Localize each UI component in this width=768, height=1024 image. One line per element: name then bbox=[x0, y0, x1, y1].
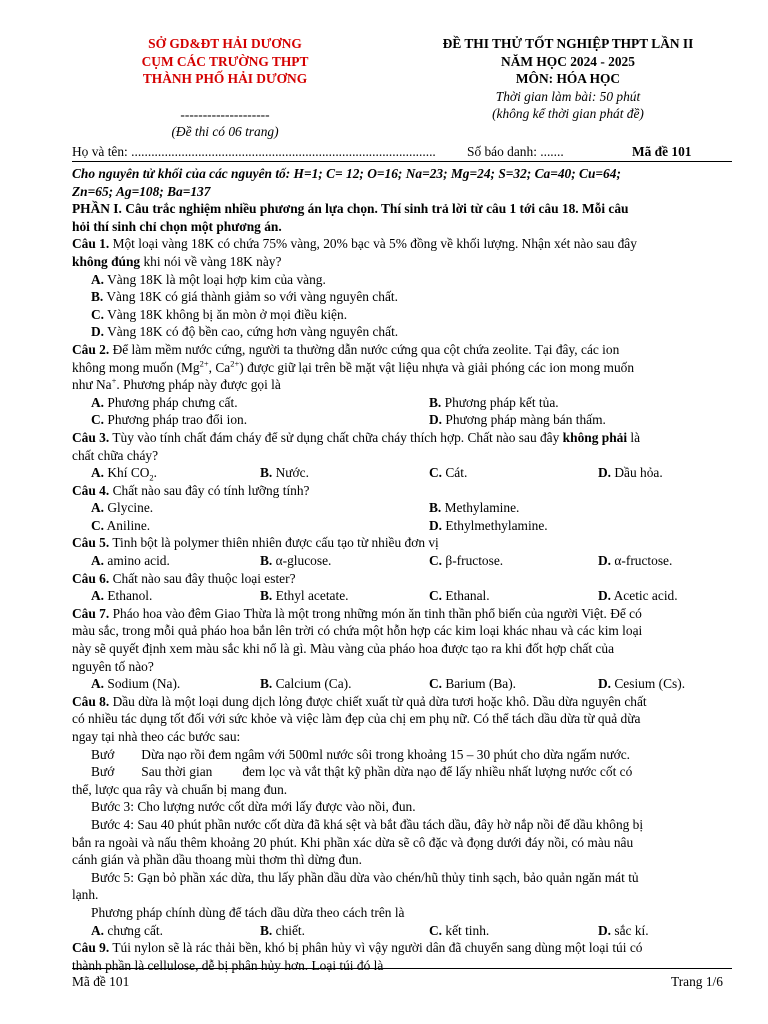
option-key: A. bbox=[91, 394, 105, 410]
question-label: Câu 7. bbox=[72, 605, 110, 621]
question-label: Câu 1. bbox=[72, 236, 110, 252]
question-5 bbox=[72, 534, 732, 552]
option-text: Vàng 18K là một loại hợp kim của vàng. bbox=[104, 271, 326, 287]
option-text: sắc kí. bbox=[611, 922, 649, 938]
option-c[interactable] bbox=[429, 552, 503, 570]
subject: MÔN: HÓA HỌC bbox=[515, 71, 621, 87]
footer-exam-code: Mã đề 101 bbox=[72, 974, 130, 989]
header-left bbox=[100, 35, 350, 141]
question-label: Câu 4. bbox=[72, 482, 110, 498]
candidate-id-field: Số báo danh: ....... bbox=[467, 144, 564, 159]
step-1 bbox=[72, 746, 732, 764]
formula-subscript: 2 bbox=[149, 472, 154, 483]
question-label: Câu 2. bbox=[72, 341, 110, 357]
question-text: không mong muốn (Mg bbox=[72, 359, 200, 375]
question-label: Câu 3. bbox=[72, 429, 110, 445]
question-emphasis: không phải bbox=[559, 429, 628, 445]
atomic-mass-line-1: Cho nguyên tử khối của các nguyên tố: H=1; C= 12; O=16; Na=23; Mg=24; S=32; Ca=40; Cu=64; bbox=[72, 166, 621, 181]
question-9 bbox=[72, 939, 732, 957]
step-text: bắn ra ngoài và nấu thêm khoảng 20 phút. Khi phần xác dừa sẽ cô đặc và đọng dưới đáy nồi, có màu nâu bbox=[72, 834, 634, 850]
option-b[interactable] bbox=[260, 464, 309, 482]
option-text: Phương pháp kết tủa. bbox=[441, 394, 559, 410]
question-4 bbox=[72, 482, 732, 500]
option-d[interactable] bbox=[598, 675, 685, 693]
question-text: chất chữa cháy? bbox=[72, 447, 159, 463]
question-6 bbox=[72, 570, 732, 588]
option-b[interactable] bbox=[72, 288, 732, 306]
option-text: Nước. bbox=[272, 465, 309, 481]
question-text: có nhiều tác dụng tốt đối với sức khỏe và việc làm đẹp của chị em phụ nữ. Có thể tách dầu dừa từ quả dừa bbox=[72, 711, 641, 727]
question-text: khi nói về vàng 18K này? bbox=[140, 253, 282, 269]
exam-duration: Thời gian làm bài: 50 phút bbox=[495, 88, 641, 104]
option-key: B. bbox=[91, 289, 104, 305]
question-3 bbox=[72, 429, 732, 447]
option-text: Aniline. bbox=[104, 517, 151, 533]
option-key: D. bbox=[91, 324, 105, 340]
option-b[interactable] bbox=[429, 499, 519, 517]
option-text: α-glucose. bbox=[272, 553, 332, 569]
option-d[interactable] bbox=[598, 587, 678, 605]
step-text: Dừa nạo rồi đem ngâm với 500ml nước sôi trong khoảng 15 – 30 phút cho dừa ngấm nước. bbox=[141, 746, 631, 762]
option-text: β-fructose. bbox=[442, 553, 504, 569]
option-d[interactable] bbox=[72, 323, 732, 341]
question-stem: Phương pháp chính dùng để tách dầu dừa theo cách trên là bbox=[91, 904, 405, 920]
option-text: Vàng 18K có giá thành giảm so với vàng nguyên chất. bbox=[103, 289, 398, 305]
option-d[interactable] bbox=[429, 517, 548, 535]
charge-superscript: 2+ bbox=[230, 358, 240, 369]
header-right bbox=[412, 35, 724, 123]
option-b[interactable] bbox=[260, 552, 331, 570]
step-2 bbox=[72, 763, 732, 781]
part1-instruction-1: PHẦN I. Câu trắc nghiệm nhiều phương án lựa chọn. Thí sinh trả lời từ câu 1 tới câu 18. Mỗi câu bbox=[72, 201, 629, 217]
option-key: D. bbox=[598, 465, 612, 481]
city-name: THÀNH PHỐ HẢI DƯƠNG bbox=[142, 71, 308, 87]
exam-code: Mã đề 101 bbox=[632, 144, 692, 159]
option-c[interactable] bbox=[91, 517, 150, 535]
option-key: C. bbox=[429, 588, 443, 604]
footer-page-number: Trang 1/6 bbox=[671, 974, 723, 989]
option-key: A. bbox=[91, 553, 105, 569]
option-key: C. bbox=[91, 306, 105, 322]
question-text: . Phương pháp này được gọi là bbox=[116, 377, 281, 393]
candidate-name-field: Họ và tên: ........................................................................................... bbox=[72, 144, 436, 159]
option-text: Vàng 18K có độ bền cao, cứng hơn vàng nguyên chất. bbox=[104, 324, 399, 340]
option-key: C. bbox=[91, 517, 105, 533]
option-text: chưng cất. bbox=[104, 922, 163, 938]
option-key: B. bbox=[429, 500, 442, 516]
option-text: Cesium (Cs). bbox=[611, 676, 686, 692]
question-text: Tinh bột là polymer thiên nhiên được cấu tạo từ nhiều đơn vị bbox=[109, 535, 439, 551]
option-text: kết tinh. bbox=[442, 922, 490, 938]
question-text: màu sắc, trong mỗi quả pháo hoa bắn lên trời có chứa một hỗn hợp các kim loại khác nhau và các kim loại bbox=[72, 623, 643, 639]
question-text: ) được giữ lại trên bề mặt vật liệu nhựa và giải phóng các ion mong muốn bbox=[239, 359, 635, 375]
option-b[interactable] bbox=[260, 675, 352, 693]
option-c[interactable] bbox=[429, 587, 490, 605]
option-key: D. bbox=[429, 517, 443, 533]
charge-superscript: + bbox=[111, 375, 117, 386]
option-text: α-fructose. bbox=[611, 553, 673, 569]
option-key: A. bbox=[91, 676, 105, 692]
exam-title: ĐỀ THI THỬ TỐT NGHIỆP THPT LẦN II bbox=[442, 36, 694, 51]
option-key: B. bbox=[429, 394, 442, 410]
option-text: Phương pháp trao đổi ion. bbox=[104, 412, 248, 428]
option-text: amino acid. bbox=[104, 553, 170, 569]
exam-body bbox=[72, 165, 732, 974]
step-text: lạnh. bbox=[72, 887, 99, 903]
option-a[interactable] bbox=[91, 587, 152, 605]
option-a[interactable] bbox=[91, 922, 163, 940]
duration-note: (không kể thời gian phát đề) bbox=[492, 106, 644, 122]
question-text: Tùy vào tính chất đám cháy để sử dụng chất chữa cháy thích hợp. Chất nào sau đây bbox=[109, 429, 560, 445]
question-text: Túi nylon sẽ là rác thải bền, khó bị phân hủy vì vậy người dân đã chuyển sang dùng một loại túi có bbox=[109, 940, 643, 956]
option-a[interactable] bbox=[91, 552, 170, 570]
option-c[interactable] bbox=[429, 922, 489, 940]
option-key: B. bbox=[260, 588, 273, 604]
option-key: D. bbox=[598, 676, 612, 692]
question-text: Để làm mềm nước cứng, người ta thường dẫn nước cứng qua cột chứa zeolite. Tại đây, các ion bbox=[109, 341, 620, 357]
question-8 bbox=[72, 693, 732, 711]
option-key: C. bbox=[429, 676, 443, 692]
option-b[interactable] bbox=[260, 587, 349, 605]
option-text: chiết. bbox=[272, 922, 305, 938]
option-key: B. bbox=[260, 676, 273, 692]
option-key: C. bbox=[91, 412, 105, 428]
option-key: D. bbox=[598, 553, 612, 569]
option-key: C. bbox=[429, 922, 443, 938]
option-text: Acetic acid. bbox=[611, 588, 678, 604]
option-b[interactable] bbox=[260, 922, 305, 940]
question-text: Chất nào sau đây có tính lưỡng tính? bbox=[109, 482, 310, 498]
question-text: nguyên tố nào? bbox=[72, 658, 154, 674]
option-a[interactable] bbox=[91, 675, 180, 693]
question-text: , Ca bbox=[208, 359, 231, 375]
step-label: Bướ bbox=[91, 746, 115, 762]
option-key: D. bbox=[598, 588, 612, 604]
step-text: thể, lược qua rây và chuẩn bị mang đun. bbox=[72, 781, 288, 797]
question-label: Câu 8. bbox=[72, 693, 110, 709]
option-text: Ethanol. bbox=[104, 588, 153, 604]
question-text: Pháo hoa vào đêm Giao Thừa là một trong những món ăn tinh thần phổ biến của người Việt. Để có bbox=[109, 605, 642, 621]
option-key: B. bbox=[260, 465, 273, 481]
step-label: Bướ bbox=[91, 764, 115, 780]
option-key: A. bbox=[91, 271, 105, 287]
option-d[interactable] bbox=[598, 922, 649, 940]
question-2 bbox=[72, 341, 732, 359]
school-cluster: CỤM CÁC TRƯỜNG THPT bbox=[141, 53, 309, 69]
charge-superscript: 2+ bbox=[199, 358, 209, 369]
question-text: này sẽ quyết định xem màu sắc khi nổ là gì. Màu vàng của pháo hoa được tạo ra khi đốt hợp chất của bbox=[72, 641, 615, 657]
question-7 bbox=[72, 605, 732, 623]
option-key: A. bbox=[91, 500, 105, 516]
option-text: Phương pháp màng bán thấm. bbox=[442, 412, 606, 428]
step-4: Bước 4: Sau 40 phút phần nước cốt dừa đã khá sệt và bắt đầu tách dầu, đây hờ nắp nồi để dầu không bị bbox=[91, 816, 644, 832]
option-b[interactable] bbox=[429, 394, 559, 412]
option-d[interactable] bbox=[429, 411, 606, 429]
option-text: Phương pháp chưng cất. bbox=[104, 394, 238, 410]
header-divider bbox=[72, 161, 732, 162]
school-year: NĂM HỌC 2024 - 2025 bbox=[501, 53, 635, 69]
option-key: C. bbox=[429, 465, 443, 481]
option-d[interactable] bbox=[598, 464, 663, 482]
option-c[interactable] bbox=[72, 306, 732, 324]
option-a[interactable] bbox=[91, 464, 157, 482]
step-text: cánh gián và phần dầu thoang mùi thơm thì dừng đun. bbox=[72, 852, 362, 868]
question-emphasis: không đúng bbox=[72, 253, 141, 269]
option-key: A. bbox=[91, 465, 105, 481]
question-label: Câu 5. bbox=[72, 535, 110, 551]
option-text: Dầu hỏa. bbox=[611, 465, 663, 481]
option-text: Barium (Ba). bbox=[442, 676, 517, 692]
page-count-note: (Đề thi có 06 trang) bbox=[171, 124, 279, 140]
option-text: Cát. bbox=[442, 465, 468, 481]
option-a[interactable] bbox=[91, 499, 153, 517]
question-text: Một loại vàng 18K có chứa 75% vàng, 20% bạc và 5% đồng về khối lượng. Nhận xét nào sau đây bbox=[109, 236, 637, 252]
dashes: -------------------- bbox=[180, 106, 270, 122]
option-key: A. bbox=[91, 922, 105, 938]
option-key: A. bbox=[91, 588, 105, 604]
question-label: Câu 6. bbox=[72, 570, 110, 586]
option-text: Vàng 18K không bị ăn mòn ở mọi điều kiện. bbox=[104, 306, 348, 322]
question-text: thành phần là cellulose, dễ bị phân hủy hơn. Loại túi đó là bbox=[72, 957, 384, 973]
option-key: C. bbox=[429, 553, 443, 569]
option-c[interactable] bbox=[91, 411, 247, 429]
step-text: Sau thời gian bbox=[141, 764, 213, 780]
option-text: Ethyl acetate. bbox=[272, 588, 349, 604]
question-text: Chất nào sau đây thuộc loại ester? bbox=[109, 570, 296, 586]
option-text: Sodium (Na). bbox=[104, 676, 181, 692]
option-key: B. bbox=[260, 553, 273, 569]
question-1 bbox=[72, 235, 732, 253]
option-a[interactable] bbox=[91, 394, 238, 412]
step-3: Bước 3: Cho lượng nước cốt dừa mới lấy được vào nồi, đun. bbox=[91, 799, 416, 815]
atomic-mass-line-2: Zn=65; Ag=108; Ba=137 bbox=[72, 183, 211, 199]
option-text: Methylamine. bbox=[441, 500, 520, 516]
option-text: Glycine. bbox=[104, 500, 154, 516]
option-key: D. bbox=[429, 412, 443, 428]
option-text: Khí CO bbox=[104, 465, 150, 481]
option-text: . bbox=[153, 465, 158, 481]
option-d[interactable] bbox=[598, 552, 672, 570]
step-text: đem lọc và vắt thật kỹ phần dừa nạo để lấy nhiều nhất lượng nước cốt có bbox=[242, 764, 633, 780]
option-text: Ethanal. bbox=[442, 588, 490, 604]
option-c[interactable] bbox=[429, 675, 516, 693]
question-text: như Na bbox=[72, 377, 112, 393]
part1-instruction-2: hỏi thí sinh chỉ chọn một phương án. bbox=[72, 218, 282, 234]
option-text: Ethylmethylamine. bbox=[442, 517, 548, 533]
question-text: ngay tại nhà theo các bước sau: bbox=[72, 729, 241, 744]
question-label: Câu 9. bbox=[72, 940, 110, 956]
option-key: D. bbox=[598, 922, 612, 938]
question-text: là bbox=[627, 429, 641, 445]
department-name: SỞ GD&ĐT HẢI DƯƠNG bbox=[148, 36, 302, 51]
option-a[interactable] bbox=[72, 271, 732, 289]
option-text: Calcium (Ca). bbox=[272, 676, 352, 692]
option-c[interactable] bbox=[429, 464, 467, 482]
question-text: Dầu dừa là một loại dung dịch lỏng được chiết xuất từ quả dừa tươi hoặc khô. Dầu dừa nguyên chất bbox=[109, 693, 647, 709]
step-5: Bước 5: Gạn bỏ phần xác dừa, thu lấy phần dầu dừa vào chén/hũ thủy tinh sạch, bảo quản ngăn mát tủ bbox=[91, 869, 639, 885]
option-key: B. bbox=[260, 922, 273, 938]
footer-divider bbox=[72, 968, 732, 969]
